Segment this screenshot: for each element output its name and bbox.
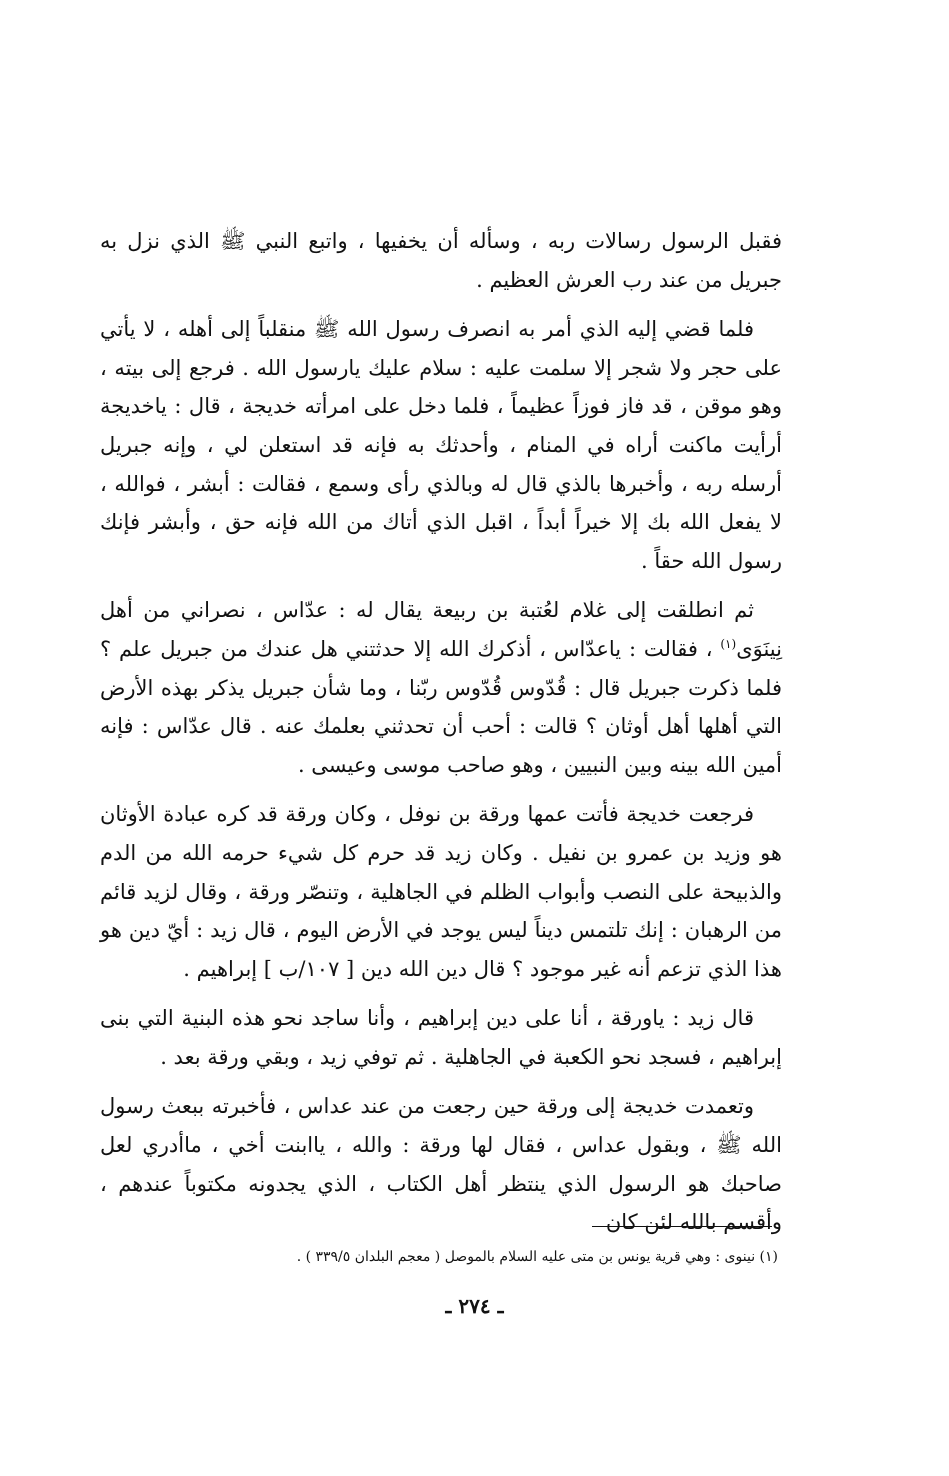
paragraph-5: قال زيد : ياورقة ، أنا على دين إبراهيم ، وأنا ساجد نحو هذه البنية التي بنى إبراهيم ، فسجد نحو الكعبة في الجاهلية . ثم توفي زيد ، وبقي ورقة بعد . xyxy=(100,1006,782,1069)
paragraph-6: وتعمدت خديجة إلى ورقة حين رجعت من عند عداس ، فأخبرته ببعث رسول الله ﷺ ، وبقول عداس ، فقال لها ورقة : والله ، ياابنت أخي ، ماأدري لعل صاحبك هو الرسول الذي ينتظر أهل الكتاب ، الذي يجدونه مكتوباً عندهم ، وأقسم بالله لئن كان xyxy=(100,1094,782,1235)
footnote-divider xyxy=(592,1226,772,1227)
paragraph-3-part-2: ، فقالت : ياعدّاس ، أذكرك الله إلا حدثتني هل عندك من جبريل علم ؟ فلما ذكرت جبريل قال : قُدّوس قُدّوس ربّنا ، وما شأن جبريل يذكر بهذه الأرض التي أهلها أهل أوثان ؟ قالت : أحب أن تحدثني بعلمك عنه . قال عدّاس : فإنه أمين الله بينه وبين النبيين ، وهو صاحب موسى وعيسى . xyxy=(100,636,782,777)
footnote-reference[interactable]: (١) xyxy=(720,636,737,651)
footnote-text: (١) نينوى : وهي قرية يونس بن متى عليه السلام بالموصل ( معجم البلدان ٣٣٩/٥ ) . xyxy=(296,1249,778,1265)
page-number: ـ ٢٧٤ ـ xyxy=(445,1294,504,1318)
main-text xyxy=(100,222,782,1242)
paragraph-4: فرجعت خديجة فأتت عمها ورقة بن نوفل ، وكان ورقة قد كره عبادة الأوثان هو وزيد بن عمرو بن نفيل . وكان زيد قد حرم كل شيء حرمه الله من الدم والذبيحة على النصب وأبواب الظلم في الجاهلية ، وتنصّر ورقة ، وقال لزيد قائم من الرهبان : إنك تلتمس ديناً ليس يوجد في الأرض اليوم ، قال زيد : أيّ دين هو هذا الذي تزعم أنه غير موجود ؟ قال دين الله دين [ ١٠٧/ب ] إبراهيم . xyxy=(100,802,782,981)
paragraph-3 xyxy=(100,591,782,784)
paragraph-2: فلما قضي إليه الذي أمر به انصرف رسول الله ﷺ منقلباً إلى أهله ، لا يأتي على حجر ولا شجر إلا سلمت عليه : سلام عليك يارسول الله . فرجع إلى بيته ، وهو موقن ، قد فاز فوزاً عظيماً ، فلما دخل على امرأته خديجة ، قال : ياخديجة أرأيت ماكنت أراه في المنام ، وأحدثك به فإنه قد استعلن لي ، وإنه جبريل أرسله ربه ، وأخبرها بالذي قال له وبالذي رأى وسمع ، فقالت : أبشر ، فوالله ، لا يفعل الله بك إلا خيراً أبداً ، اقبل الذي أتاك من الله فإنه حق ، وأبشر فإنك رسول الله حقاً . xyxy=(100,317,782,573)
paragraph-3-part-1: ثم انطلقت إلى غلام لعُتبة بن ربيعة يقال له : عدّاس ، نصراني من أهل نِينَوَى xyxy=(100,598,782,661)
paragraph-1: فقبل الرسول رسالات ربه ، وسأله أن يخفيها ، واتبع النبي ﷺ الذي نزل به جبريل من عند رب العرش العظيم . xyxy=(100,229,782,292)
